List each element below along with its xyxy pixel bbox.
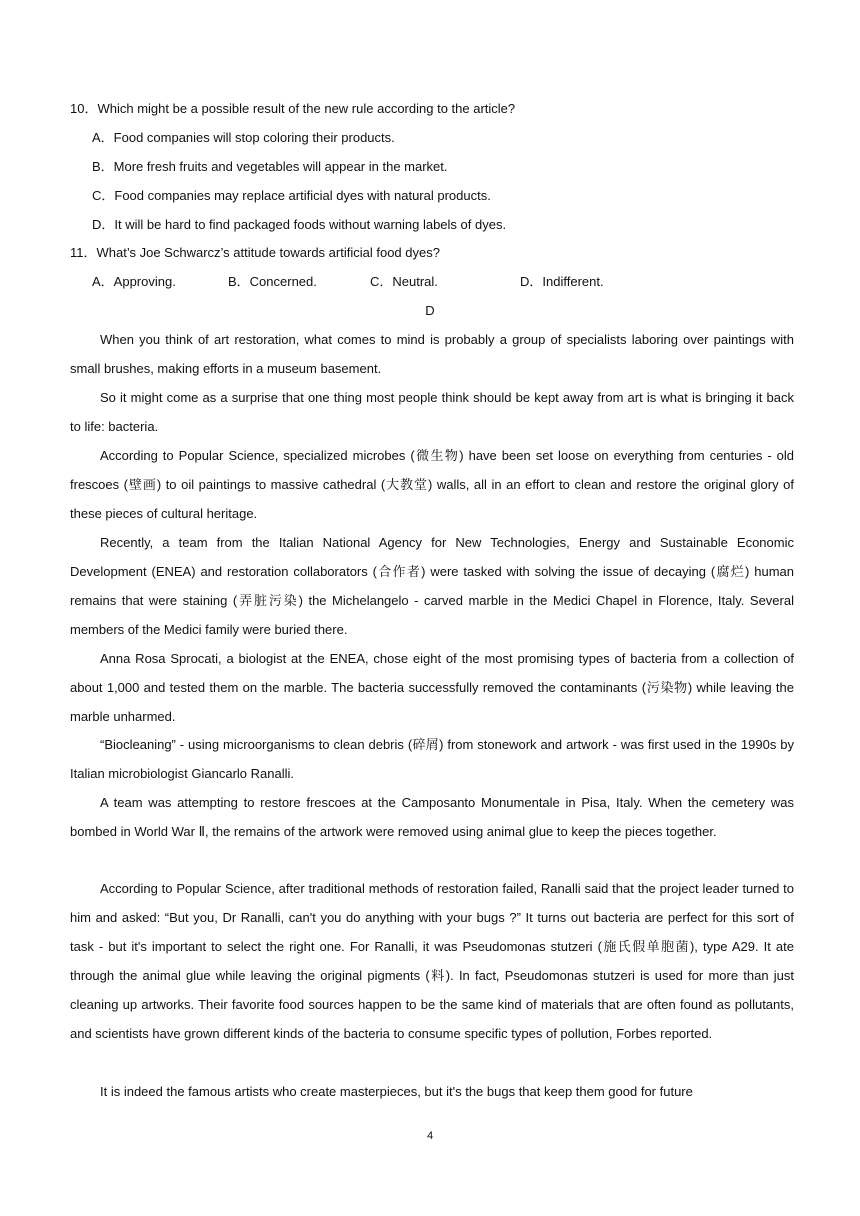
question-11-stem: 11．What’s Joe Schwarcz’s attitude towards artificial food dyes? [70, 245, 440, 260]
paragraph-2: So it might come as a surprise that one thing most people think should be kept away from art is what is bringing it back to life: bacteria. [70, 390, 794, 434]
paragraph-9: It is indeed the famous artists who create masterpieces, but it's the bugs that keep them good for future [100, 1084, 693, 1099]
question-10-option-b: B．More fresh fruits and vegetables will appear in the market. [92, 159, 448, 174]
section-heading: D [425, 303, 435, 318]
page-number: 4 [426, 1130, 434, 1142]
paragraph-5: Anna Rosa Sprocati, a biologist at the ENEA, chose eight of the most promising types of bacteria from a collection of about 1,000 and tested them on the marble. The bacteria successfully removed the contaminants (污染物) while leaving the marble unharmed. [70, 651, 794, 724]
paragraph-3: According to Popular Science, specialized microbes (微生物) have been set loose on everything from centuries - old frescoes (壁画) to oil paintings to massive cathedral (大教堂) walls, all in an effort to clean and restore the original glory of these pieces of cultural heritage. [70, 448, 794, 521]
question-11-option-d: D．Indifferent. [520, 274, 604, 289]
paragraph-4: Recently, a team from the Italian National Agency for New Technologies, Energy and Sustainable Economic Development (ENEA) and restoration collaborators (合作者) were tasked with solving the issue of decaying (腐烂) human remains that were staining (弄脏污染) the Michelangelo - carved marble in the Medici Chapel in Florence, Italy. Several members of the Medici family were buried there. [70, 535, 794, 637]
paragraph-7: A team was attempting to restore frescoes at the Camposanto Monumentale in Pisa, Italy. When the cemetery was bombed in World War Ⅱ, the remains of the artwork were removed using animal glue to keep the pieces together. [70, 795, 794, 839]
question-10-option-a: A．Food companies will stop coloring their products. [92, 130, 395, 145]
question-11-option-c: C．Neutral. [370, 274, 438, 289]
question-11-option-b: B．Concerned. [228, 274, 317, 289]
paragraph-1: When you think of art restoration, what comes to mind is probably a group of specialists laboring over paintings with small brushes, making efforts in a museum basement. [70, 332, 794, 376]
question-10-option-c: C．Food companies may replace artificial dyes with natural products. [92, 188, 491, 203]
question-10-stem: 10．Which might be a possible result of the new rule according to the article? [70, 101, 516, 116]
paragraph-6: “Biocleaning” - using microorganisms to clean debris (碎屑) from stonework and artwork - was first used in the 1990s by Italian microbiologist Giancarlo Ranalli. [70, 737, 794, 781]
paragraph-8: According to Popular Science, after traditional methods of restoration failed, Ranalli said that the project leader turned to him and asked: “But you, Dr Ranalli, can't you do anything with your bugs ?” It turns out bacteria are perfect for this sort of task - but it's important to select the right one. For Ranalli, it was Pseudomonas stutzeri (施氏假单胞菌), type A29. It ate through the animal glue while leaving the original pigments (料). In fact, Pseudomonas stutzeri is used for more than just cleaning up artworks. Their favorite food sources happen to be the same kind of materials that are often found as pollutants, and scientists have grown different kinds of the bacteria to consume specific types of pollution, Forbes reported. [70, 881, 794, 1041]
question-10-option-d: D．It will be hard to find packaged foods without warning labels of dyes. [92, 217, 507, 232]
question-11-option-a: A．Approving. [92, 274, 176, 289]
